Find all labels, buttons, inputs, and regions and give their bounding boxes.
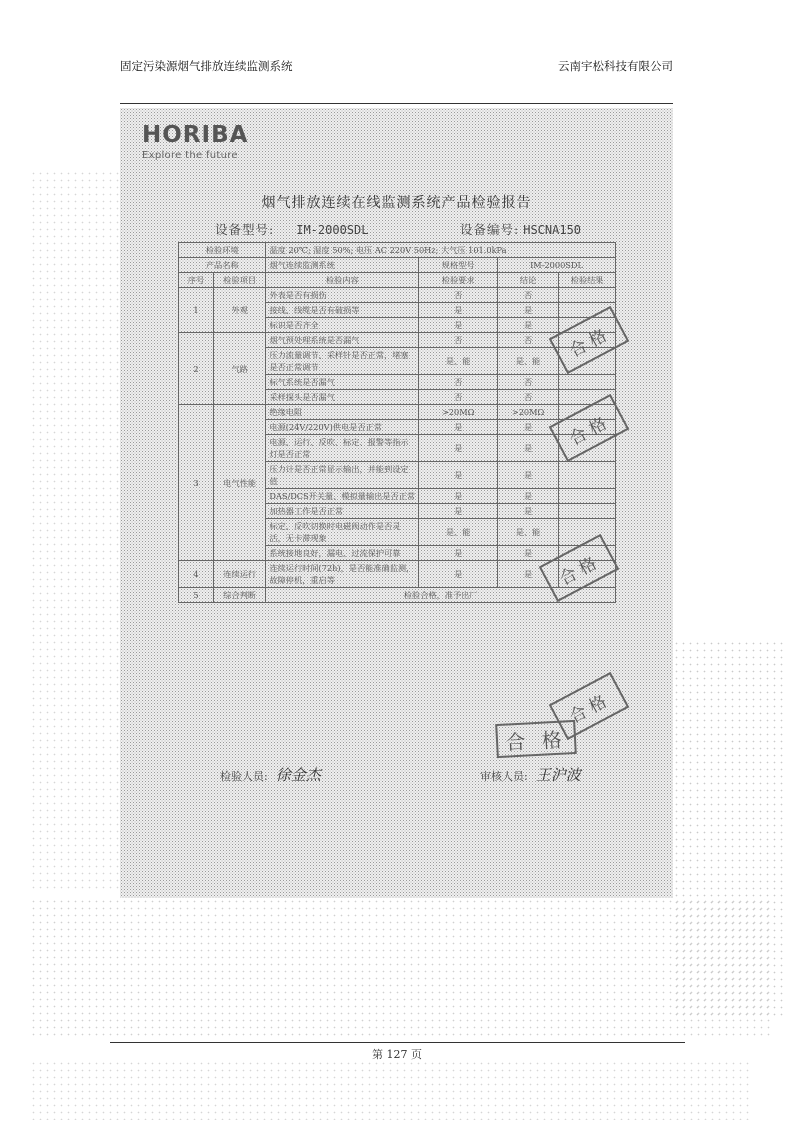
check-content: 采样探头是否漏气: [266, 390, 419, 405]
check-content: 接线、线缆是否有破损等: [266, 303, 419, 318]
check-result: 否: [498, 375, 559, 390]
serial-value: HSCNA150: [523, 223, 582, 237]
group-number: 2: [179, 333, 214, 405]
check-remark: [559, 504, 616, 519]
check-requirement: 是: [419, 504, 498, 519]
product-value: 烟气连续监测系统: [266, 258, 419, 273]
check-content: 标定、反吹切换时电磁阀动作是否灵活，无卡滞现象: [266, 519, 419, 546]
check-result: >20MΩ: [498, 405, 559, 420]
table-row: [179, 405, 616, 420]
env-label: 检验环境: [179, 243, 266, 258]
model-line: [215, 220, 368, 238]
check-requirement: 是: [419, 546, 498, 561]
pass-stamp: 合格: [549, 306, 630, 374]
check-result: 是: [498, 435, 559, 462]
check-result: 是: [498, 489, 559, 504]
check-content: 标识是否齐全: [266, 318, 419, 333]
check-content: DAS/DCS开关量、模拟量输出是否正常: [266, 489, 419, 504]
check-requirement: 是: [419, 561, 498, 588]
header-left-title: 固定污染源烟气排放连续监测系统: [120, 59, 293, 73]
scan-noise: [673, 640, 783, 1020]
col-header: 序号: [179, 273, 214, 288]
check-content: 电源(24V/220V)供电是否正常: [266, 420, 419, 435]
check-content: 加热器工作是否正常: [266, 504, 419, 519]
check-requirement: 否: [419, 288, 498, 303]
check-remark: [559, 462, 616, 489]
group-number: 1: [179, 288, 214, 333]
scan-noise: [30, 170, 120, 890]
check-requirement: 是: [419, 420, 498, 435]
check-requirement: 否: [419, 390, 498, 405]
pass-stamp: 合格: [549, 394, 630, 462]
scanned-report-image: [120, 108, 673, 898]
col-header: 检验要求: [419, 273, 498, 288]
reviewer-line: [480, 764, 581, 785]
check-requirement: 是、能: [419, 519, 498, 546]
check-content: 电源、运行、反吹、标定、报警等指示灯是否正常: [266, 435, 419, 462]
scan-noise: [30, 1060, 750, 1120]
col-header: 检验结果: [559, 273, 616, 288]
check-requirement: 是、能: [419, 348, 498, 375]
spec-label: 规格型号: [419, 258, 498, 273]
check-result: 是: [498, 546, 559, 561]
group-name: 外观: [213, 288, 265, 333]
group-name: 综合判断: [213, 588, 265, 603]
check-remark: [559, 489, 616, 504]
check-requirement: >20MΩ: [419, 405, 498, 420]
report-title: 烟气排放连续在线监测系统产品检验报告: [261, 195, 532, 211]
product-label: 产品名称: [179, 258, 266, 273]
col-header: 结论: [498, 273, 559, 288]
check-result: 是: [498, 303, 559, 318]
check-content: 系统接地良好，漏电、过流保护可靠: [266, 546, 419, 561]
group-name: 气路: [213, 333, 265, 405]
model-value: IM-2000SDL: [296, 223, 369, 237]
table-row: [179, 288, 616, 303]
product-row: [179, 258, 616, 273]
env-row: [179, 243, 616, 258]
check-content: 标气系统是否漏气: [266, 375, 419, 390]
serial-label: 设备编号:: [460, 222, 520, 237]
inspector-label: 检验人员:: [220, 770, 268, 783]
scan-noise: [30, 898, 770, 1038]
check-requirement: 否: [419, 333, 498, 348]
reviewer-signature: 王沪波: [535, 766, 581, 784]
col-header: 检验内容: [266, 273, 419, 288]
check-result: 是: [498, 561, 559, 588]
model-label: 设备型号:: [215, 222, 275, 237]
check-content: 烟气预处理系统是否漏气: [266, 333, 419, 348]
check-result: 否: [498, 333, 559, 348]
final-conclusion: 检验合格，准予出厂: [266, 588, 616, 603]
group-number: 5: [179, 588, 214, 603]
check-result: 是、能: [498, 519, 559, 546]
serial-line: [460, 220, 581, 238]
check-requirement: 是: [419, 462, 498, 489]
footer-rule: [110, 1042, 685, 1043]
check-result: 是、能: [498, 348, 559, 375]
check-result: 否: [498, 288, 559, 303]
check-requirement: 是: [419, 435, 498, 462]
check-content: 连续运行时间(72h)，是否能准确监测，故障停机，重启等: [266, 561, 419, 588]
reviewer-label: 审核人员:: [480, 770, 528, 783]
horiba-logo: HORIBA: [142, 122, 249, 148]
check-content: 绝缘电阻: [266, 405, 419, 420]
table-header-row: [179, 273, 616, 288]
check-result: 是: [498, 420, 559, 435]
check-requirement: 否: [419, 375, 498, 390]
logo-tagline: Explore the future: [142, 150, 238, 161]
pass-stamp: 合格: [549, 672, 630, 740]
check-result: 是: [498, 504, 559, 519]
header-rule: [120, 103, 673, 104]
group-number: 3: [179, 405, 214, 561]
check-remark: [559, 288, 616, 303]
header-company-name: 云南宇松科技有限公司: [558, 59, 673, 73]
inspection-table: [178, 242, 616, 603]
check-content: 外表是否有损伤: [266, 288, 419, 303]
check-content: 压力流量调节、采样针是否正常，堵塞是否正常调节: [266, 348, 419, 375]
check-content: 压力计是否正常显示输出，并能到设定值: [266, 462, 419, 489]
pass-stamp: 合格: [539, 534, 620, 602]
env-value: 温度 20℃; 湿度 50%; 电压 AC 220V 50Hz; 大气压 101.0kPa: [266, 243, 616, 258]
page-number: 第 127 页: [372, 1048, 422, 1061]
check-requirement: 是: [419, 318, 498, 333]
group-number: 4: [179, 561, 214, 588]
check-requirement: 是: [419, 303, 498, 318]
check-requirement: 是: [419, 489, 498, 504]
group-name: 连续运行: [213, 561, 265, 588]
inspector-signature: 徐金杰: [275, 766, 321, 784]
check-result: 是: [498, 318, 559, 333]
col-header: 检验项目: [213, 273, 265, 288]
group-name: 电气性能: [213, 405, 265, 561]
check-result: 是: [498, 462, 559, 489]
inspector-line: [220, 764, 321, 785]
check-remark: [559, 375, 616, 390]
check-result: 否: [498, 390, 559, 405]
spec-value: IM-2000SDL: [498, 258, 616, 273]
final-pass-stamp: 合 格: [495, 720, 577, 758]
